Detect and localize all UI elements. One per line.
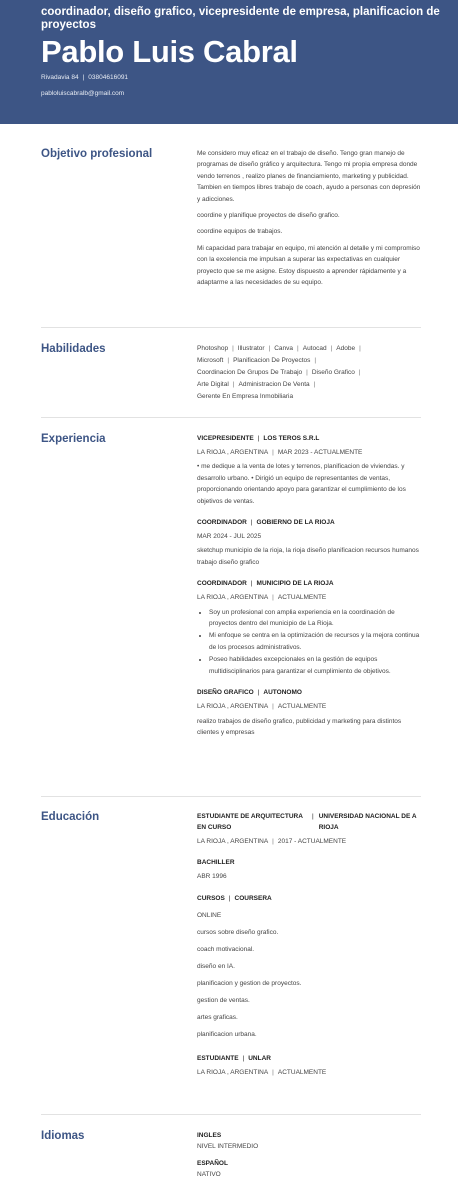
skill: Gerente En Empresa Inmobiliaria	[197, 393, 294, 400]
education-entry: ESTUDIANTE DE ARQUITECTURA EN CURSO | UNIVERSIDAD NACIONAL DE A RIOJA LA RIOJA , ARGENTINA | 2017 - ACTUALMENTE	[197, 811, 421, 847]
skill: Adobe	[336, 345, 356, 352]
job-role: COORDINADOR	[197, 519, 247, 527]
job-dates: ACTUALMENTE	[277, 703, 327, 711]
skill: Photoshop	[197, 345, 229, 352]
job-entry: DISEÑO GRAFICO | AUTONOMO LA RIOJA , ARGENTINA | ACTUALMENTE realizo trabajos de diseño grafico, publicidad y marketing para distintos clientes y empresas	[197, 687, 421, 738]
header-subtitle: coordinador, diseño grafico, vicepresidente de empresa, planificacion de proyectos	[41, 6, 440, 31]
edu-role: CURSOS	[197, 894, 225, 902]
divider	[41, 327, 421, 328]
bullet: • Poseo habilidades excepcionales en la gestión de equipos multidisciplinarios para garantizar el cumplimiento de objetivos.	[209, 654, 421, 677]
divider	[41, 796, 421, 797]
job-org: GOBIERNO DE LA RIOJA	[256, 519, 335, 527]
resume-header	[0, 0, 458, 124]
experience-list	[197, 433, 421, 748]
divider	[41, 417, 421, 418]
job-entry: VICEPRESIDENTE | LOS TEROS S.R.L LA RIOJA , ARGENTINA | MAR 2023 - ACTUALMENTE • me dedique a la venta de lotes y terrenos, planificacion de viviendas. y desarrollo urbano. • Dirigió un equipo de representantes de ventas, proporcionando orientando apoyo para garantizar el cumplimiento de los objetivos de ventas.	[197, 433, 421, 507]
course-line: ONLINE	[197, 911, 222, 919]
divider	[41, 1114, 421, 1115]
edu-role: ESTUDIANTE	[197, 1054, 239, 1062]
skill: Microsoft	[197, 357, 224, 364]
paragraph: Mi capacidad para trabajar en equipo, mi atención al detalle y mi compromiso con la excelencia me impulsan a superar las expectativas en cualquier proyecto que se me asigne. Estoy dispuesto a aprender rápidamente y a adaptarme a las necesidades de su equipo.	[197, 244, 420, 287]
edu-org: UNLAR	[248, 1054, 271, 1062]
job-entry: COORDINADOR | GOBIERNO DE LA RIOJA MAR 2024 - JUL 2025 sketchup municipio de la rioja, la rioja diseño planificacion recursos humanos trabajo diseño grafico	[197, 517, 421, 568]
skill: Arte Digital	[197, 381, 229, 388]
edu-org: COURSERA	[234, 894, 272, 902]
edu-dates: ABR 1996	[197, 873, 227, 881]
education-entry: ESTUDIANTE | UNLAR LA RIOJA , ARGENTINA | ACTUALMENTE	[197, 1054, 327, 1076]
job-org: AUTONOMO	[263, 689, 302, 697]
edu-dates: ACTUALMENTE	[277, 1068, 327, 1076]
edu-role: BACHILLER	[197, 859, 235, 867]
section-title: Habilidades	[41, 343, 106, 355]
job-role: VICEPRESIDENTE	[197, 435, 254, 442]
job-location: LA RIOJA , ARGENTINA	[197, 449, 269, 456]
job-role: DISEÑO GRAFICO	[197, 689, 254, 697]
education-entry	[197, 857, 421, 882]
candidate-name: Pablo Luis Cabral	[41, 34, 298, 69]
skill: Illustrator	[237, 345, 265, 352]
skill: Diseño Grafico	[311, 369, 355, 376]
contact-line: Rivadavia 84 | 03804616091	[41, 74, 129, 81]
section-title: Idiomas	[41, 1130, 85, 1142]
job-dates: MAR 2024 - JUL 2025	[197, 533, 262, 541]
education-list	[197, 811, 421, 1088]
job-description: • me dedique a la venta de lotes y terrenos, planificacion de viviendas. y desarrollo urbano. • Dirigió un equipo de representantes de ventas, proporcionando orientando apoyo para garantizar el cumplimiento de los objetivos de ventas.	[197, 463, 406, 505]
job-location: LA RIOJA , ARGENTINA	[197, 703, 269, 711]
skill: Planificacion De Proyectos	[233, 357, 311, 364]
course-line: diseño en IA.	[197, 962, 235, 970]
edu-org: UNIVERSIDAD NACIONAL DE A RIOJA	[318, 813, 417, 831]
job-dates: MAR 2023 - ACTUALMENTE	[277, 449, 363, 456]
education-entry: CURSOS | COURSERA ONLINE cursos sobre diseño grafico. coach motivacional. diseño en IA. planificacion y gestion de proyectos. gestion de ventas. artes graficas. planificacion urbana.	[197, 893, 421, 1043]
skill: Administracion De Venta	[238, 381, 310, 388]
objective-body	[197, 148, 421, 293]
job-entry: COORDINADOR | MUNICIPIO DE LA RIOJA LA RIOJA , ARGENTINA | ACTUALMENTE • Soy un profesional con amplia experiencia en la coordinación de proyectos dentro del municipio de La Rioja. • Mi enfoque se centra en la optimización de recursos y la mejora continua de los procesos administrativos. • Poseo habilidades excepcionales en la gestión de equipos multidisciplinarios para garantizar el cumplimiento de objetivos.	[197, 578, 421, 677]
language-level: NATIVO	[197, 1171, 221, 1178]
course-line: coach motivacional.	[197, 945, 255, 953]
job-description: sketchup municipio de la rioja, la rioja diseño planificacion recursos humanos trabajo diseño grafico	[197, 547, 419, 566]
address: Rivadavia 84	[41, 74, 79, 81]
section-title: Educación	[41, 811, 100, 823]
course-line: artes graficas.	[197, 1013, 238, 1021]
language-level: NIVEL INTERMEDIO	[197, 1143, 259, 1150]
edu-location: LA RIOJA , ARGENTINA	[197, 1068, 269, 1076]
job-org: LOS TEROS S.R.L	[263, 435, 320, 442]
phone: 03804616091	[88, 74, 129, 81]
skills-list: Photoshop | Illustrator | Canva | Autocad | Adobe | Microsoft | Planificacion De Proyectos | Coordinacion De Grupos De Trabajo | Diseño Grafico | Arte Digital | Administracion De Venta | Gerente En Empresa Inmobiliaria	[197, 345, 361, 400]
paragraph: Me considero muy eficaz en el trabajo de diseño. Tengo gran manejo de programas de diseño gráfico y arquitectura. Tengo mi propia empresa donde vendo terrenos , realizo planes de financiamiento, marketing y publicidad. Tambien en tiempos libres trabajo de coach, ayudo a personas con depresión y adicciones.	[197, 150, 421, 203]
job-dates: ACTUALMENTE	[277, 594, 327, 602]
language-name: INGLES	[197, 1132, 222, 1139]
course-lines	[197, 907, 421, 1043]
job-role: COORDINADOR	[197, 580, 247, 588]
paragraph: coordine equipos de trabajos.	[197, 228, 283, 236]
skill: Coordinacion De Grupos De Trabajo	[197, 369, 303, 376]
edu-dates: 2017 - ACTUALMENTE	[277, 838, 347, 845]
bullet: • Mi enfoque se centra en la optimización de recursos y la mejora continua de los procesos administrativos.	[209, 630, 421, 653]
edu-location: LA RIOJA , ARGENTINA	[197, 838, 269, 845]
job-org: MUNICIPIO DE LA RIOJA	[256, 580, 334, 588]
skill: Canva	[274, 345, 294, 352]
section-title: Objetivo profesional	[41, 148, 153, 160]
languages-list	[197, 1130, 421, 1180]
course-line: cursos sobre diseño grafico.	[197, 928, 279, 936]
job-location: LA RIOJA , ARGENTINA	[197, 594, 269, 602]
job-description: realizo trabajos de diseño grafico, publicidad y marketing para distintos clientes y empresas	[197, 717, 402, 736]
job-bullets	[197, 607, 421, 677]
course-line: planificacion y gestion de proyectos.	[197, 979, 302, 987]
paragraph: coordine y planifique proyectos de diseño grafico.	[197, 212, 340, 220]
edu-role: ESTUDIANTE DE ARQUITECTURA EN CURSO	[197, 813, 303, 831]
bullet: • Soy un profesional con amplia experiencia en la coordinación de proyectos dentro del municipio de La Rioja.	[209, 607, 421, 630]
skill: Autocad	[302, 345, 327, 352]
language-name: ESPAÑOL	[197, 1160, 228, 1167]
course-line: planificacion urbana.	[197, 1030, 257, 1038]
email: pabloluiscabralb@gmail.com	[41, 90, 125, 97]
section-title: Experiencia	[41, 433, 106, 445]
course-line: gestion de ventas.	[197, 996, 250, 1004]
